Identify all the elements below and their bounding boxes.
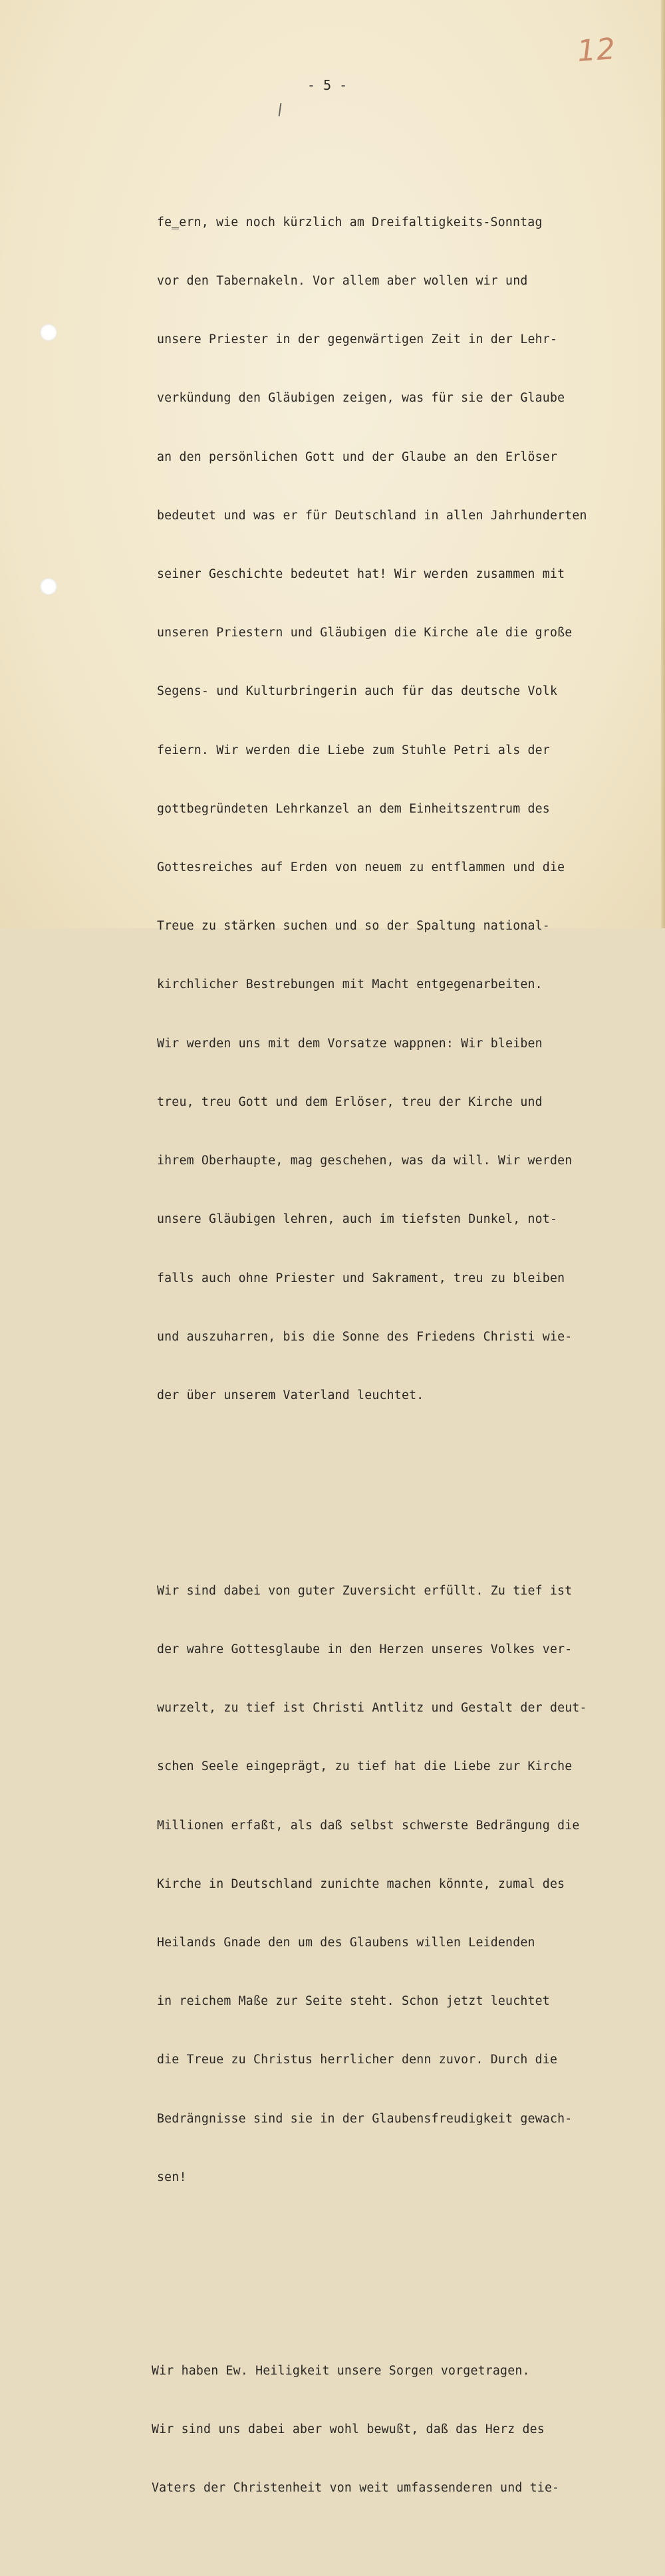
text-line: in reichem Maße zur Seite steht. Schon jetzt leuchtet <box>157 1994 550 2009</box>
paragraph-gap <box>157 1483 642 1503</box>
punch-hole-upper <box>40 324 57 341</box>
text-line: sen! <box>157 2170 187 2184</box>
paragraph-1 <box>157 174 642 1444</box>
text-line: unseren Priestern und Gläubigen die Kirche ale die große <box>157 626 573 640</box>
text-line: verkündung den Gläubigen zeigen, was für sie der Glaube <box>157 391 565 406</box>
text-line: Wir sind uns dabei aber wohl bewußt, daß das Herz des <box>152 2422 545 2436</box>
text-line: der wahre Gottesglaube in den Herzen unseres Volkes ver- <box>157 1642 573 1656</box>
page-number: - 5 - <box>307 77 348 93</box>
text-line: kirchlicher Bestrebungen mit Macht entgegenarbeiten. <box>157 977 543 992</box>
text-line: gottbegründeten Lehrkanzel an dem Einheitszentrum des <box>157 801 550 816</box>
text-line: treu, treu Gott und dem Erlöser, treu der Kirche und <box>157 1095 543 1109</box>
text-line: Millionen erfaßt, als daß selbst schwerste Bedrängung die <box>157 1818 580 1833</box>
text-line: wurzelt, zu tief ist Christi Antlitz und Gestalt der deut- <box>157 1701 587 1716</box>
text-line: Treue zu stärken suchen und so der Spaltung national- <box>157 919 550 934</box>
text-line: schen Seele eingeprägt, zu tief hat die Liebe zur Kirche <box>157 1759 573 1774</box>
text-line: Kirche in Deutschland zunichte machen könnte, zumal des <box>157 1876 565 1891</box>
paragraph-2 <box>157 1542 642 2226</box>
page-edge <box>661 0 665 928</box>
text-line: der über unserem Vaterland leuchtet. <box>157 1388 424 1402</box>
pencil-mark <box>279 103 282 116</box>
text-line: seiner Geschichte bedeutet hat! Wir werden zusammen mit <box>157 567 565 581</box>
text-line: Gottesreiches auf Erden von neuem zu entflammen und die <box>157 860 565 875</box>
text-line: feiern. Wir werden die Liebe zum Stuhle Petri als der <box>157 743 550 757</box>
text-line: die Treue zu Christus herrlicher denn zuvor. Durch die <box>157 2053 558 2067</box>
paragraph-gap <box>157 2265 642 2283</box>
text-line: Heilands Gnade den um des Glaubens willen Leidenden <box>157 1935 535 1950</box>
text-line: Segens- und Kulturbringerin auch für das deutsche Volk <box>157 684 558 699</box>
text-line: Wir sind dabei von guter Zuversicht erfüllt. Zu tief ist <box>157 1583 573 1598</box>
text-line: Wir werden uns mit dem Vorsatze wappnen: Wir bleiben <box>157 1036 543 1051</box>
punch-hole-lower <box>40 578 57 595</box>
text-line: Wir haben Ew. Heiligkeit unsere Sorgen vorgetragen. <box>152 2363 530 2378</box>
text-line: vor den Tabernakeln. Vor allem aber wollen wir und <box>157 273 528 288</box>
text-line: bedeutet und was er für Deutschland in allen Jahrhunderten <box>157 508 587 523</box>
text-line: fe̳ern, wie noch kürzlich am Dreifaltigkeits-Sonntag <box>157 215 543 229</box>
text-line: und auszuharren, bis die Sonne des Friedens Christi wie- <box>157 1329 573 1344</box>
text-line: Bedrängnisse sind sie in der Glaubensfreudigkeit gewach- <box>157 2111 573 2126</box>
text-line: an den persönlichen Gott und der Glaube an den Erlöser <box>157 450 558 464</box>
text-line: unsere Gläubigen lehren, auch im tiefsten Dunkel, not- <box>157 1212 558 1227</box>
text-line: Vaters der Christenheit von weit umfassenderen und tie- <box>152 2480 560 2495</box>
text-line: falls auch ohne Priester und Sakrament, treu zu bleiben <box>157 1271 565 1285</box>
paragraph-3 <box>152 2322 642 2537</box>
text-line: ihrem Oberhaupte, mag geschehen, was da will. Wir werden <box>157 1154 573 1168</box>
letter-body <box>152 134 642 2576</box>
handwritten-folio-number: 12 <box>576 32 617 68</box>
text-line: unsere Priester in der gegenwärtigen Zeit in der Lehr- <box>157 332 558 347</box>
